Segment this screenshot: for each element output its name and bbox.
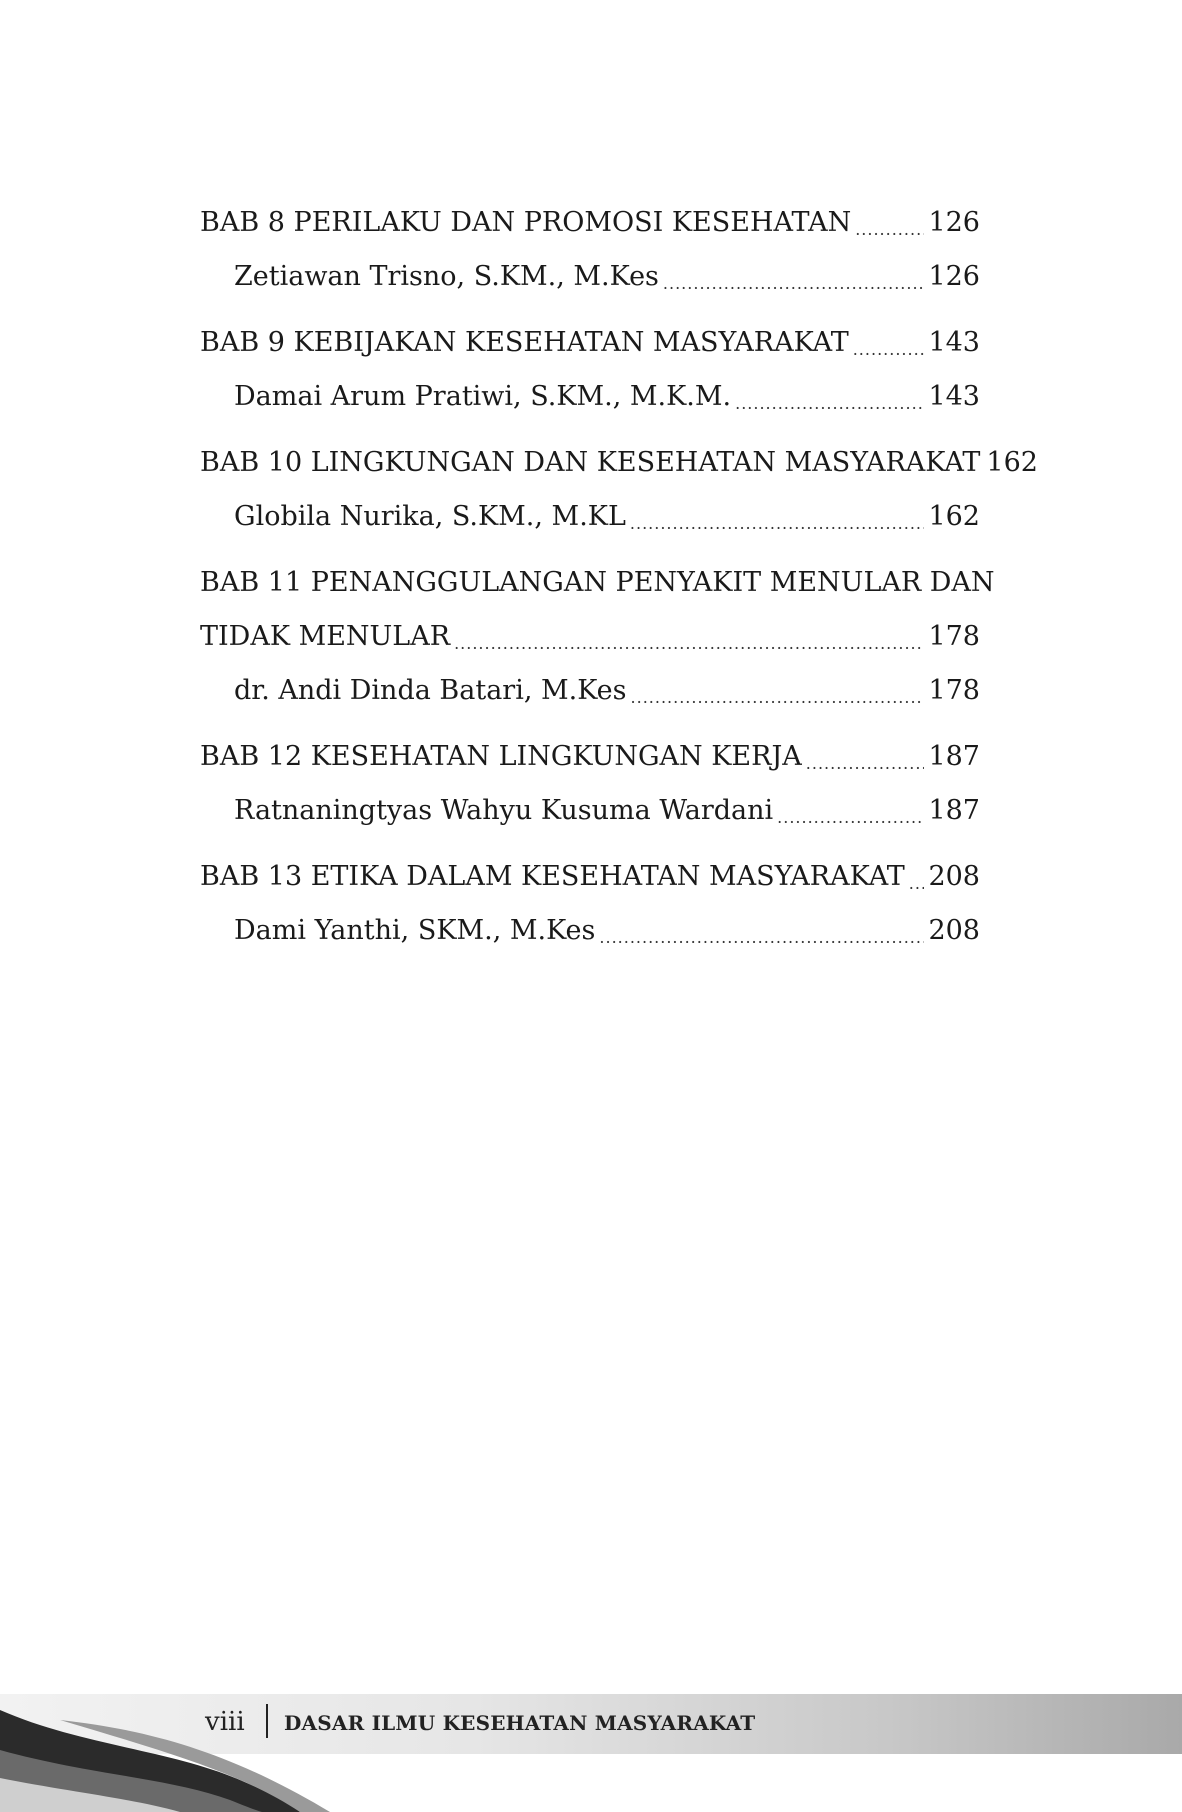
toc-entry-author-bab-13[interactable] xyxy=(200,904,980,958)
toc-entry-author-bab-9[interactable] xyxy=(200,370,980,424)
toc-entry-bab-13[interactable] xyxy=(200,850,980,904)
toc-entry-bab-11[interactable] xyxy=(200,610,980,664)
toc-entry-page: 162 xyxy=(928,501,980,532)
footer-page-number: viii xyxy=(205,1707,245,1737)
toc-entry-author-bab-11[interactable] xyxy=(200,664,980,718)
toc-entry-page: 187 xyxy=(928,795,980,826)
toc-entry-title: dr. Andi Dinda Batari, M.Kes xyxy=(234,675,627,706)
toc-entry-title: BAB 12 KESEHATAN LINGKUNGAN KERJA xyxy=(200,741,802,772)
toc-entry-page: 178 xyxy=(928,675,980,706)
toc-entry-page: 208 xyxy=(928,915,980,946)
toc-entry-title: Globila Nurika, S.KM., M.KL xyxy=(234,501,626,532)
toc-entry-page: 178 xyxy=(928,621,980,652)
dot-leader xyxy=(853,330,925,370)
dot-leader xyxy=(454,624,924,664)
toc-entry-title: BAB 9 KEBIJAKAN KESEHATAN MASYARAKAT xyxy=(200,327,849,358)
toc-entry-bab-12[interactable] xyxy=(200,730,980,784)
toc-entry-author-bab-10[interactable] xyxy=(200,490,980,544)
toc-entry-title: Ratnaningtyas Wahyu Kusuma Wardani xyxy=(234,795,774,826)
toc-entry-bab-10[interactable] xyxy=(200,436,1038,490)
dot-leader xyxy=(855,210,924,250)
toc-entry-bab-9[interactable] xyxy=(200,316,980,370)
toc-entry-page: 126 xyxy=(928,207,980,238)
table-of-contents xyxy=(200,196,1038,958)
toc-entry-page: 208 xyxy=(928,861,980,892)
toc-entry-bab-8[interactable] xyxy=(200,196,980,250)
toc-entry-page: 143 xyxy=(928,381,980,412)
toc-entry-title: Zetiawan Trisno, S.KM., M.Kes xyxy=(234,261,659,292)
toc-entry-page: 162 xyxy=(986,447,1038,478)
dot-leader xyxy=(909,864,925,904)
footer-book-title: DASAR ILMU KESEHATAN MASYARAKAT xyxy=(284,1711,756,1735)
toc-entry-author-bab-8[interactable] xyxy=(200,250,980,304)
dot-leader xyxy=(599,918,924,958)
footer-divider xyxy=(266,1704,268,1738)
toc-entry-author-bab-12[interactable] xyxy=(200,784,980,838)
toc-entry-title: Dami Yanthi, SKM., M.Kes xyxy=(234,915,596,946)
dot-leader xyxy=(630,504,925,544)
toc-entry-page: 143 xyxy=(928,327,980,358)
toc-entry-title: BAB 8 PERILAKU DAN PROMOSI KESEHATAN xyxy=(200,207,852,238)
toc-entry-title: Damai Arum Pratiwi, S.KM., M.K.M. xyxy=(234,381,732,412)
toc-entry-title: TIDAK MENULAR xyxy=(200,621,451,652)
dot-leader xyxy=(806,744,925,784)
dot-leader xyxy=(631,678,925,718)
toc-entry-page: 126 xyxy=(928,261,980,292)
toc-entry-page: 187 xyxy=(928,741,980,772)
toc-entry-title: BAB 13 ETIKA DALAM KESEHATAN MASYARAKAT xyxy=(200,861,905,892)
toc-entry-title: BAB 10 LINGKUNGAN DAN KESEHATAN MASYARAKAT xyxy=(200,447,981,478)
toc-entry-bab-11-line1[interactable]: BAB 11 PENANGGULANGAN PENYAKIT MENULAR DAN xyxy=(200,567,995,598)
dot-leader xyxy=(663,264,925,304)
dot-leader xyxy=(735,384,924,424)
dot-leader xyxy=(777,798,924,838)
